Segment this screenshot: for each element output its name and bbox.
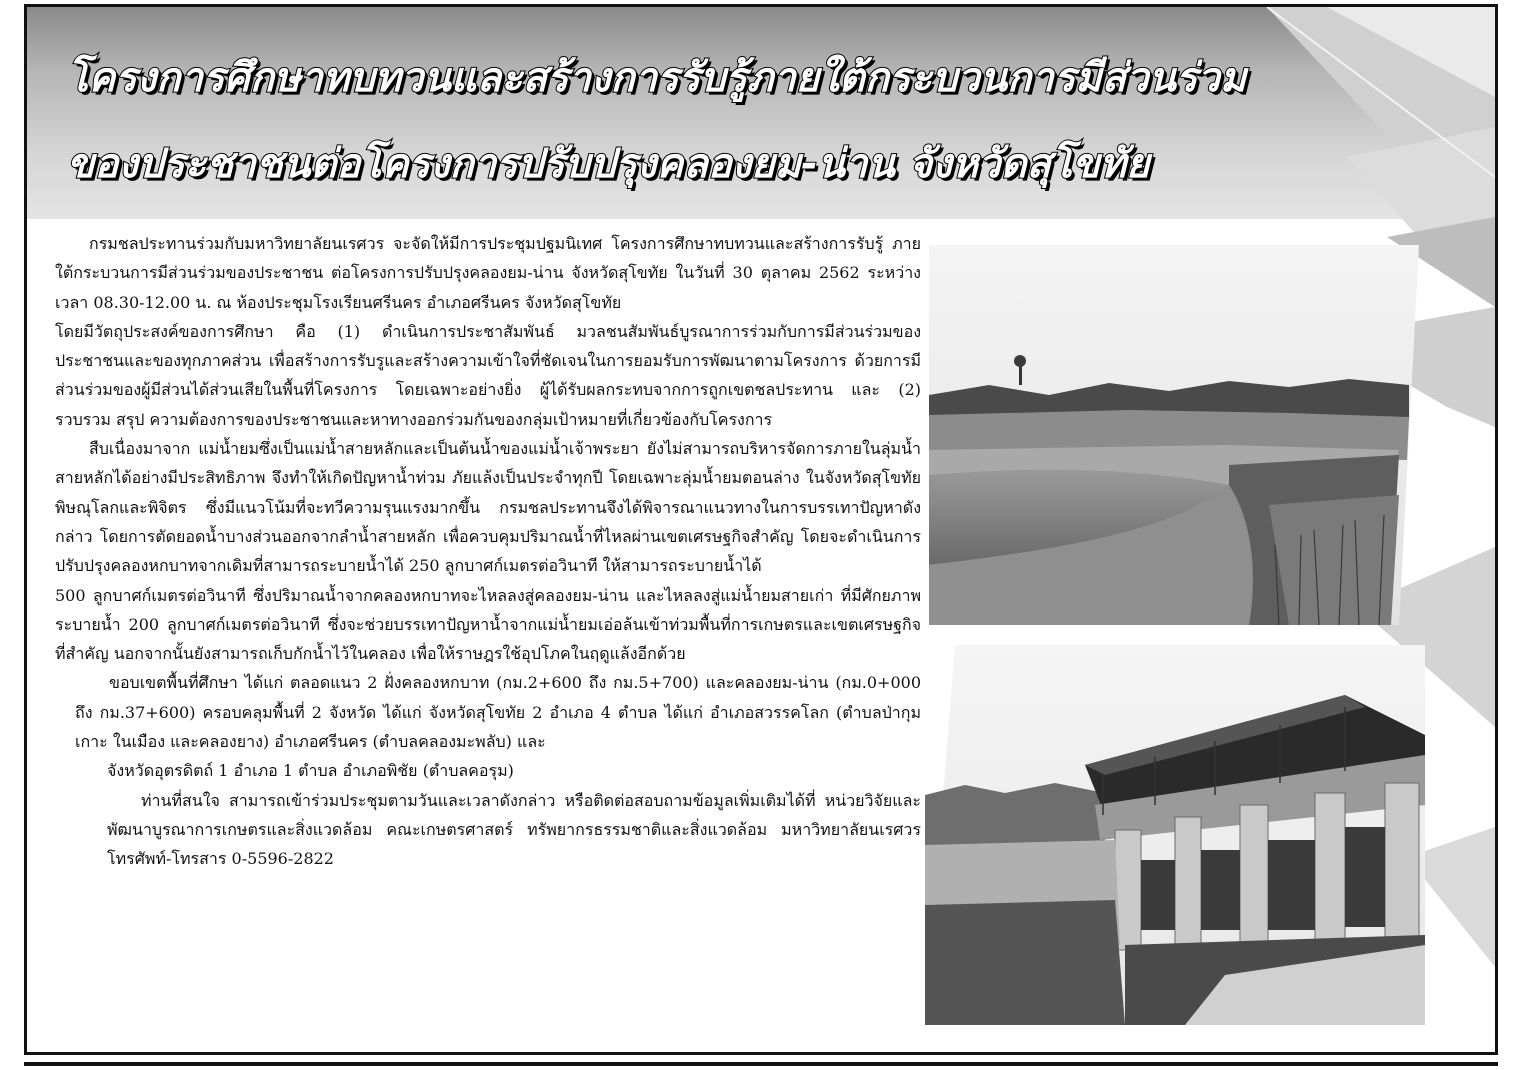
paragraph-background: สืบเนื่องมาจาก แม่น้ำยมซึ่งเป็นแม่น้ำสายหลักและเป็นต้นน้ำของแม่น้ำเจ้าพระยา ยังไม่สามารถบริหารจัดการภายในลุ่มน้ำสายหลักได้อย่างมีประสิทธิภาพ จึงทำให้เกิดปัญหาน้ำท่วม ภัยแล้งเป็นประจำทุกปี โดยเฉพาะลุ่มน้ำยมตอนล่าง ในจังหวัดสุโขทัย พิษณุโลกและพิจิตร ซึ่งมีแนวโน้มที่จะทวีความรุนแรงมากขึ้น กรมชลประทานจึงได้พิจารณาแนวทางในการบรรเทาปัญหาดังกล่าว โดยการตัดยอดน้ำบางส่วนออกจากลำน้ำสายหลัก เพื่อควบคุมปริมาณน้ำที่ไหลผ่านเขตเศรษฐกิจสำคัญ โดยจะดำเนินการปรับปรุงคลองหกบาทจากเดิมที่สามารถระบายน้ำได้ 250 ลูกบาศก์เมตรต่อวินาที ให้สามารถระบายน้ำได้: [55, 439, 921, 576]
newsletter-frame: [24, 4, 1498, 1055]
paragraph-announcement: กรมชลประทานร่วมกับมหาวิทยาลัยนเรศวร จะจัดให้มีการประชุมปฐมนิเทศ โครงการศึกษาทบทวนและสร้างการรับรู้ ภายใต้กระบวนการมีส่วนร่วมของประชาชน ต่อโครงการปรับปรุงคลองยม-น่าน จังหวัดสุโขทัย ในวันที่ 30 ตุลาคม 2562 ระหว่างเวลา 08.30-12.00 น. ณ ห้องประชุมโรงเรียนศรีนคร อำเภอศรีนคร จังหวัดสุโขทัย: [55, 234, 921, 312]
paragraph-objectives: โดยมีวัตถุประสงค์ของการศึกษา คือ (1) ดำเนินการประชาสัมพันธ์ มวลชนสัมพันธ์บูรณาการร่วมกับการมีส่วนร่วมของประชาชนและของทุกภาคส่วน เพื่อสร้างการรับรูและสร้างความเข้าใจที่ชัดเจนในการยอมรับการพัฒนาตามโครงการ ด้วยการมีส่วนร่วมของผู้มีส่วนได้ส่วนเสียในพื้นที่โครงการ โดยเฉพาะอย่างยิ่ง ผู้ได้รับผลกระทบจากการถูกเขตชลประทาน และ (2) รวบรวม สรุป ความต้องการของประชาชนและหาทางออกร่วมกันของกลุ่มเป้าหมายที่เกี่ยวข้องกับโครงการ: [55, 321, 921, 429]
paragraph-capacity: 500 ลูกบาศก์เมตรต่อวินาที ซึ่งปริมาณน้ำจากคลองหกบาทจะไหลลงสู่คลองยม-น่าน และไหลลงสู่แม่น้ำยมสายเก่า ที่มีศักยภาพระบายน้ำ 200 ลูกบาศก์เมตรต่อวินาที ซึ่งจะช่วยบรรเทาปัญหาน้ำจากแม่น้ำยมเอ่อล้นเข้าท่วมพื้นที่การเกษตรและเขตเศรษฐกิจที่สำคัญ นอกจากนั้นยังสามารถเก็บกักน้ำไว้ในคลอง เพื่อให้ราษฎรใช้อุปโภคในฤดูแล้งอีกด้วย: [55, 585, 921, 664]
paragraph-contact: ท่านที่สนใจ สามารถเข้าร่วมประชุมตามวันและเวลาดังกล่าว หรือติดต่อสอบถามข้อมูลเพิ่มเติมได้ที่ หน่วยวิจัยและพัฒนาบูรณาการเกษตรและสิ่งแวดล้อม คณะเกษตรศาสตร์ ทรัพยากรธรรมชาติและสิ่งแวดล้อม มหาวิทยาลัยนเรศวร โทรศัพท์-โทรสาร 0-5596-2822: [107, 790, 921, 869]
floodgate-photo: [925, 645, 1445, 1025]
bottom-rule: [24, 1062, 1498, 1066]
page-title: [67, 35, 1467, 207]
title-line-1: โครงการศึกษาทบทวนและสร้างการรับรู้ภายใต้กระบวนการมีส่วนร่วม: [67, 55, 1247, 101]
paragraph-study-area: ขอบเขตพื้นที่ศึกษา ได้แก่ ตลอดแนว 2 ฝั่งคลองหกบาท (กม.2+600 ถึง กม.5+700) และคลองยม-น่าน (กม.0+000 ถึง กม.37+600) ครอบคลุมพื้นที่ 2 จังหวัด ได้แก่ จังหวัดสุโขทัย 2 อำเภอ 4 ตำบล ได้แก่ อำเภอสวรรคโลก (ตำบลป่ากุมเกาะ ในเมือง และคลองยาง) อำเภอศรีนคร (ตำบลคลองมะพลับ) และ: [75, 673, 922, 752]
article-body: [55, 229, 921, 874]
title-line-2: ของประชาชนต่อโครงการปรับปรุงคลองยม-น่าน จังหวัดสุโขทัย: [67, 141, 1150, 187]
paragraph-uttaradit: จังหวัดอุตรดิตถ์ 1 อำเภอ 1 ตำบล อำเภอพิชัย (ตำบลคอรุม): [107, 761, 514, 781]
river-photo: [929, 245, 1449, 625]
